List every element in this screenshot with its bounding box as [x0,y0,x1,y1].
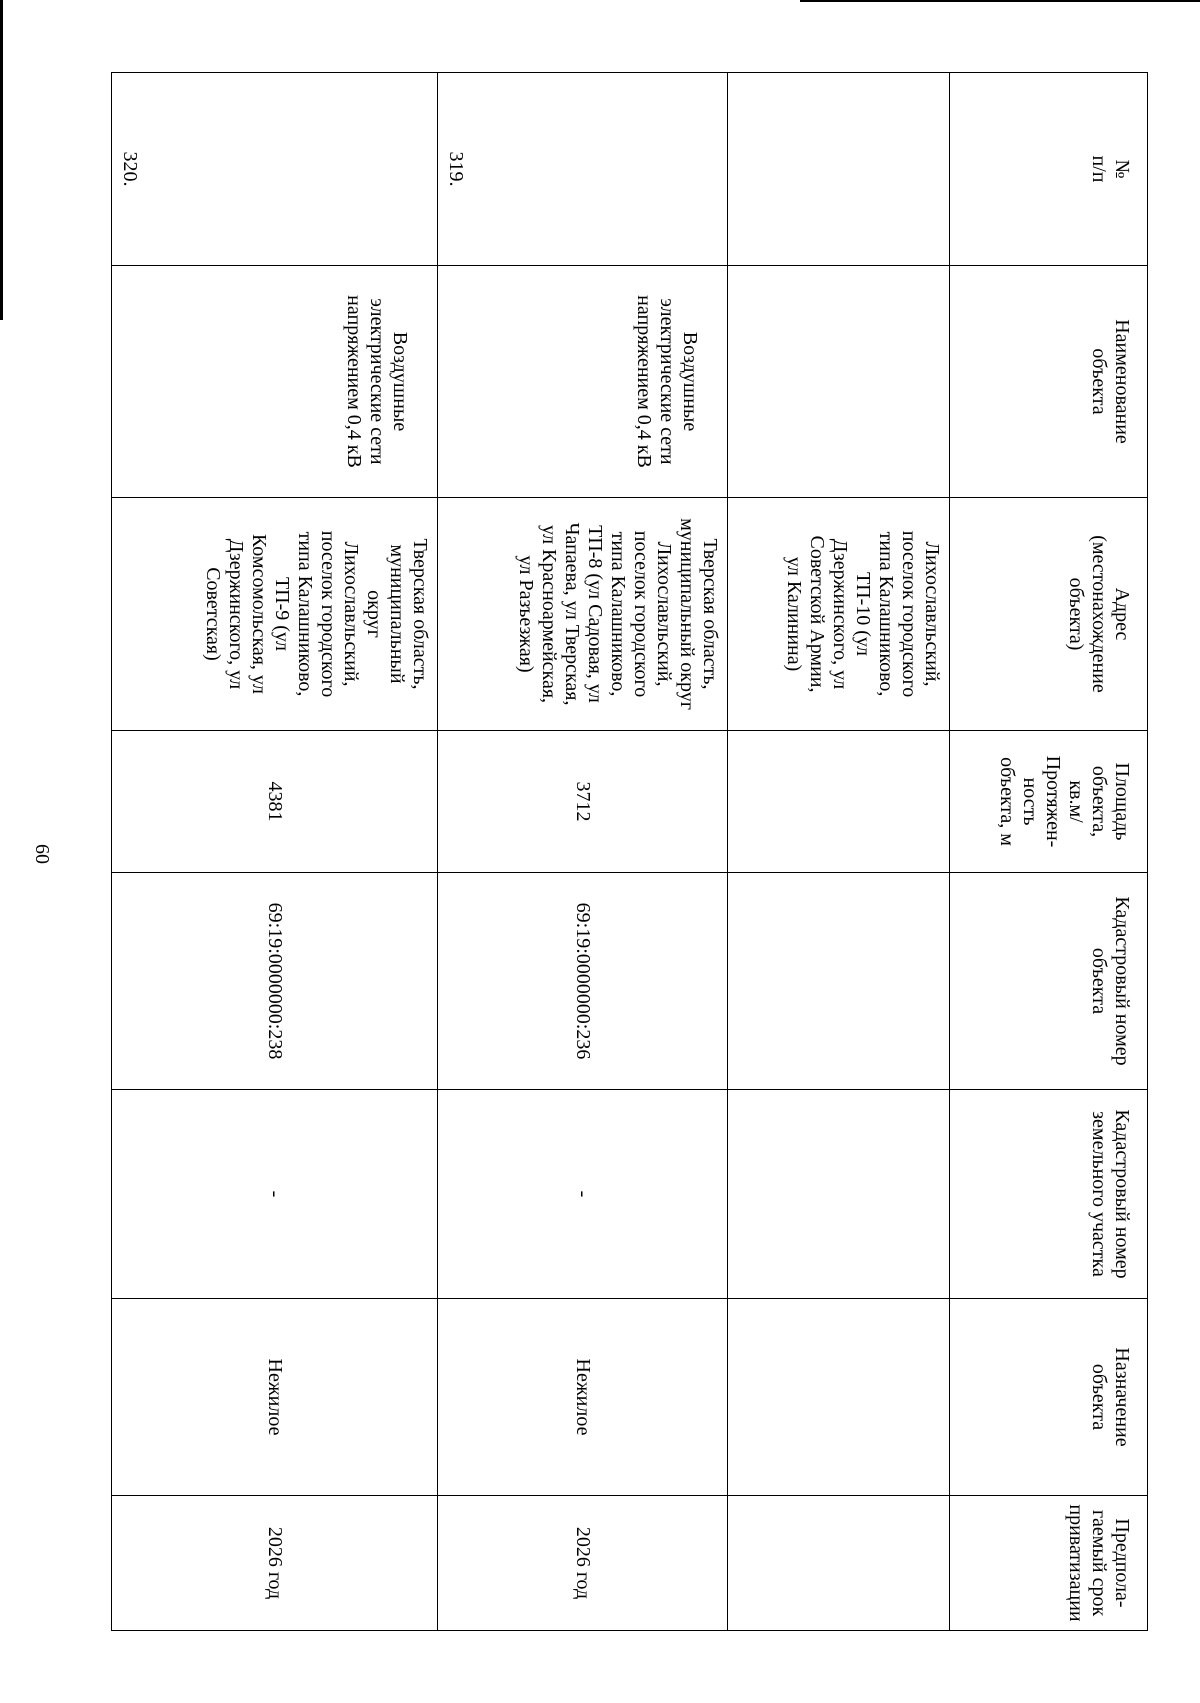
table-row [728,73,950,1631]
table-row [438,73,728,1631]
cell-term: 2026 год [112,1496,438,1631]
cell-area: 4381 [112,731,438,873]
cell-land-cadastral: - [438,1090,728,1299]
page-number: 60 [31,844,53,864]
cell-land-cadastral [728,1090,950,1299]
cell-area: 3712 [438,731,728,873]
cell-term: 2026 год [438,1496,728,1631]
cell-cadastral: 69:19:0000000:236 [438,873,728,1090]
header-land-cadastral: Кадастровый номер земельного участка [950,1090,1148,1299]
privatization-table [111,72,1148,1631]
cell-name: Воздушные электрические сети напряжением 0,4 кВ [438,266,728,498]
cell-address: Тверская область, муниципальный округ Лихославльский, поселок городского типа Калашниково, ТП-9 (ул Комсомольская, ул Дзержинского, ул Советская) [112,498,438,731]
cell-term [728,1496,950,1631]
cell-purpose [728,1299,950,1496]
privatization-table-container [112,72,1148,1630]
scan-edge-mark [800,0,1200,2]
cell-name [728,266,950,498]
cell-address: Тверская область, муниципальный округ Лихославльский, поселок городского типа Калашниково, ТП-8 (ул Садовая, ул Чапаева, ул Тверская, ул Красноармейская, ул Разъезжая) [438,498,728,731]
cell-purpose: Нежилое [112,1299,438,1496]
cell-name: Воздушные электрические сети напряжением 0,4 кВ [112,266,438,498]
cell-land-cadastral: - [112,1090,438,1299]
header-term: Предпола- гаемый срок приватизации [950,1496,1148,1631]
header-address: Адрес (местонахождение объекта) [950,498,1148,731]
scan-edge-mark [0,0,3,320]
header-purpose: Назначение объекта [950,1299,1148,1496]
cell-address: Лихославльский, поселок городского типа Калашниково, ТП-10 (ул Дзержинского, ул Советской Армии, ул Калинина) [728,498,950,731]
table-row [112,73,438,1631]
header-name: Наименование объекта [950,266,1148,498]
cell-number [728,73,950,266]
cell-number: 319. [438,73,728,266]
cell-purpose: Нежилое [438,1299,728,1496]
header-number: № п/п [950,73,1148,266]
cell-cadastral: 69:19:0000000:238 [112,873,438,1090]
table-header-row [950,73,1148,1631]
cell-cadastral [728,873,950,1090]
header-area: Площадь объекта, кв.м/ Протяжен- ность объекта, м [950,731,1148,873]
cell-number: 320. [112,73,438,266]
header-cadastral: Кадастровый номер объекта [950,873,1148,1090]
cell-area [728,731,950,873]
